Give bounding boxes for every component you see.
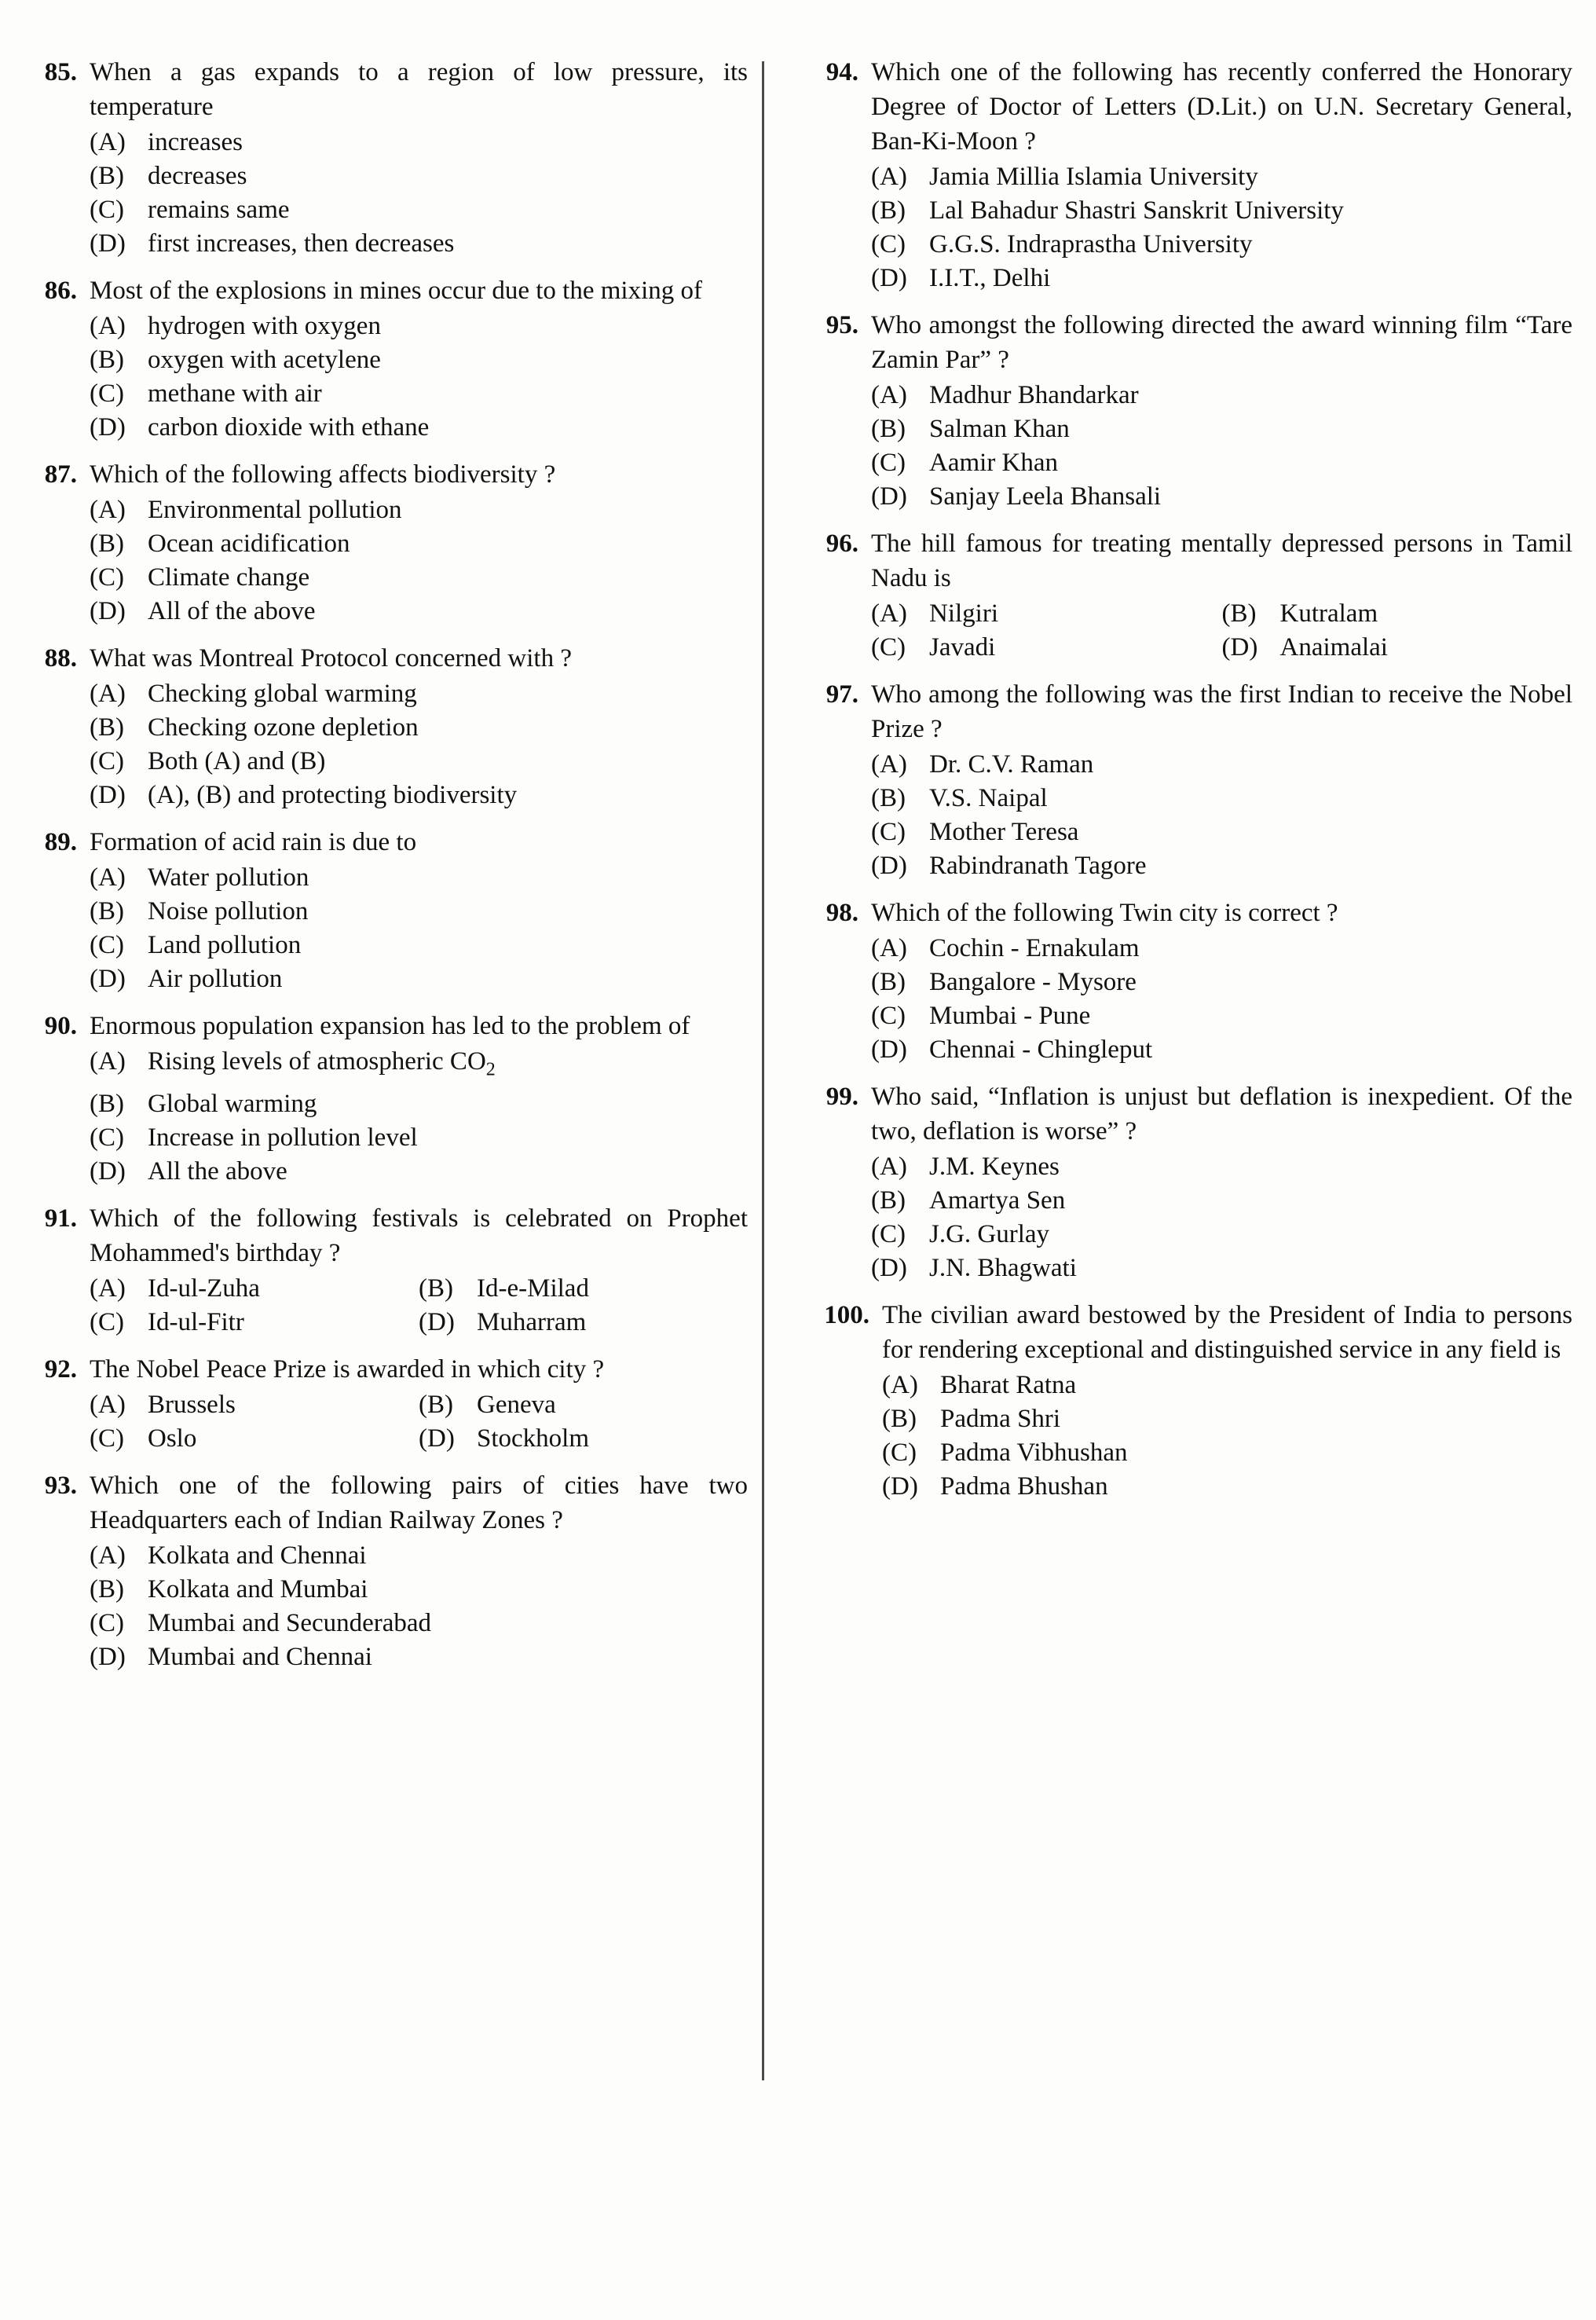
option-label: (A) [882, 1371, 918, 1399]
option-text: Increase in pollution level [148, 1123, 418, 1152]
option-row[interactable] [90, 527, 748, 561]
option-text: Mumbai - Pune [929, 1002, 1091, 1030]
question-stem: Most of the explosions in mines occur due to the mixing of [90, 277, 702, 305]
option-text: Muharram [477, 1307, 587, 1336]
question-stem: Who said, “Inflation is unjust but deflation is inexpedient. Of the two, deflation is worse” ? [871, 1083, 1572, 1145]
option-label: (A) [90, 1541, 126, 1570]
option-row[interactable] [90, 861, 748, 895]
option-text: Kolkata and Chennai [148, 1541, 367, 1570]
option-text: Bharat Ratna [940, 1371, 1077, 1399]
option-text: J.N. Bhagwati [929, 1254, 1077, 1282]
question-stem: Enormous population expansion has led to the problem of [90, 1012, 690, 1040]
option-row[interactable] [871, 748, 1572, 782]
option-text: Jamia Millia Islamia University [929, 163, 1258, 191]
option-list [871, 379, 1572, 514]
option-text: Cochin - Ernakulam [929, 934, 1140, 962]
option-text: Rising levels of atmospheric $CO_2$ [148, 1047, 496, 1080]
option-row[interactable] [882, 1369, 1572, 1402]
question-body [90, 1468, 748, 1674]
option-text: Padma Bhushan [940, 1472, 1108, 1501]
question-spacer [31, 1344, 748, 1352]
option-list [871, 748, 1572, 883]
option-label: (B) [419, 1274, 453, 1303]
option-text: Kolkata and Mumbai [148, 1574, 368, 1603]
option-text: decreases [148, 162, 247, 190]
option-row[interactable] [871, 815, 1572, 849]
subscript: 2 [485, 1059, 496, 1080]
option-label: (D) [871, 852, 907, 880]
question-number: 100. [824, 1301, 869, 1329]
question-number: 89. [44, 828, 77, 856]
option-label: (C) [90, 563, 124, 592]
question-body [90, 825, 748, 996]
option-list [871, 1150, 1572, 1285]
option-label: (D) [90, 965, 126, 993]
question-stem: Which of the following affects biodiversity ? [90, 460, 556, 489]
question-number: 92. [44, 1354, 77, 1384]
option-label: (B) [871, 1186, 906, 1215]
option-row[interactable] [90, 493, 748, 527]
option-row[interactable] [90, 411, 748, 445]
question-spacer [31, 633, 748, 641]
question-body [871, 55, 1572, 295]
question-stem: Who among the following was the first Indian to receive the Nobel Prize ? [871, 680, 1572, 743]
option-text: Aamir Khan [929, 449, 1059, 477]
option-text: Stockholm [477, 1424, 590, 1453]
option-text: Lal Bahadur Shastri Sanskrit University [929, 196, 1344, 225]
option-label: (D) [419, 1424, 455, 1453]
option-label: (B) [90, 713, 124, 742]
question-spacer [31, 1679, 748, 1687]
option-label: (A) [90, 128, 126, 156]
option-label: (A) [90, 1047, 126, 1076]
option-row[interactable] [871, 194, 1572, 228]
question-number: 86. [44, 277, 77, 305]
option-row[interactable] [90, 1607, 748, 1640]
question-spacer [813, 1072, 1572, 1079]
option-text: Climate change [148, 563, 310, 592]
option-row[interactable] [90, 779, 748, 812]
question-item [813, 896, 1572, 1067]
option-text: Anaimalai [1279, 633, 1388, 662]
question-spacer [813, 1508, 1572, 1516]
option-row[interactable] [90, 895, 748, 929]
option-row[interactable] [90, 1388, 419, 1422]
option-text: Amartya Sen [929, 1186, 1066, 1215]
question-number: 93. [44, 1471, 77, 1500]
question-item [31, 457, 748, 629]
option-row[interactable] [871, 1150, 1572, 1184]
option-label: (A) [90, 496, 126, 524]
question-body [90, 1201, 748, 1340]
option-text: Noise pollution [148, 897, 309, 925]
option-row[interactable] [90, 1539, 748, 1573]
option-label: (B) [90, 346, 124, 374]
option-label: (B) [871, 784, 906, 812]
option-label: (C) [90, 1424, 124, 1453]
option-label: (A) [871, 381, 907, 409]
option-text: Mother Teresa [929, 818, 1079, 846]
question-spacer [813, 300, 1572, 308]
option-row[interactable] [90, 677, 748, 711]
option-label: (D) [90, 597, 126, 625]
question-item [31, 1201, 748, 1340]
option-label: (B) [90, 897, 124, 925]
option-label: (C) [90, 196, 124, 224]
option-label: (A) [871, 934, 907, 962]
option-label: (A) [871, 750, 907, 779]
option-text: All of the above [148, 597, 316, 625]
question-spacer [813, 1290, 1572, 1298]
option-row[interactable] [871, 228, 1572, 262]
option-list [90, 1539, 748, 1674]
option-row[interactable] [871, 412, 1572, 446]
question-body [871, 1079, 1572, 1285]
option-text: G.G.S. Indraprastha University [929, 230, 1253, 258]
question-item [813, 55, 1572, 295]
option-text: Padma Shri [940, 1405, 1061, 1433]
option-text: remains same [148, 196, 290, 224]
question-body [871, 896, 1572, 1067]
option-row[interactable] [871, 1252, 1572, 1285]
option-label: (C) [90, 1608, 124, 1637]
option-text: Checking ozone depletion [148, 713, 419, 742]
option-row[interactable] [871, 1218, 1572, 1252]
question-number: 96. [825, 530, 858, 558]
option-text: Both (A) and (B) [148, 747, 326, 775]
question-column-left [0, 55, 762, 1687]
option-text: Ocean acidification [148, 530, 350, 558]
option-text: Global warming [148, 1089, 317, 1118]
option-row[interactable] [1222, 597, 1573, 631]
option-list [90, 493, 748, 629]
option-label: (C) [90, 1123, 124, 1152]
option-label: (C) [871, 449, 906, 477]
question-item [31, 55, 748, 261]
question-column-right [764, 55, 1596, 1516]
option-text: Environmental pollution [148, 496, 402, 524]
option-text: Id-e-Milad [477, 1274, 589, 1303]
option-label: (B) [419, 1390, 453, 1419]
option-row[interactable] [882, 1436, 1572, 1470]
option-row[interactable] [871, 262, 1572, 295]
option-text: Water pollution [148, 863, 309, 892]
option-text: Madhur Bhandarkar [929, 381, 1139, 409]
option-row[interactable] [90, 1087, 748, 1121]
option-label: (D) [90, 1642, 126, 1671]
question-item [31, 1009, 748, 1189]
option-text: Mumbai and Chennai [148, 1642, 372, 1671]
column-divider [762, 61, 764, 2080]
option-row[interactable] [90, 343, 748, 377]
question-item [813, 1298, 1572, 1504]
question-body [882, 1298, 1572, 1504]
option-text: Id-ul-Zuha [148, 1274, 260, 1303]
question-stem: What was Montreal Protocol concerned with ? [90, 644, 572, 673]
option-label: (D) [90, 1156, 126, 1186]
option-text: increases [148, 128, 243, 156]
question-body [871, 308, 1572, 514]
option-row[interactable] [871, 631, 1222, 665]
option-text: Chennai - Chingleput [929, 1035, 1153, 1064]
question-stem: The hill famous for treating mentally depressed persons in Tamil Nadu is [871, 530, 1572, 592]
question-stem: The Nobel Peace Prize is awarded in which city ? [90, 1354, 605, 1384]
option-text: Checking global warming [148, 680, 417, 708]
option-row[interactable] [90, 561, 748, 595]
option-label: (B) [871, 968, 906, 996]
option-row[interactable] [90, 1272, 419, 1306]
question-stem: Who amongst the following directed the award winning film “Tare Zamin Par” ? [871, 311, 1572, 374]
question-body [90, 641, 748, 812]
option-text: (A), (B) and protecting biodiversity [148, 781, 518, 809]
option-row[interactable] [871, 1033, 1572, 1067]
option-text: V.S. Naipal [929, 784, 1048, 812]
option-list [90, 1388, 748, 1456]
option-label: (A) [90, 1274, 126, 1303]
option-text: carbon dioxide with ethane [148, 413, 430, 442]
option-list [90, 1045, 748, 1189]
option-label: (C) [90, 931, 124, 959]
question-number: 87. [44, 460, 77, 489]
option-row[interactable] [871, 966, 1572, 999]
question-stem: Which of the following festivals is celebrated on Prophet Mohammed's birthday ? [90, 1204, 748, 1267]
question-stem: Which one of the following pairs of cities have two Headquarters each of Indian Railway Zones ? [90, 1471, 748, 1534]
question-body [871, 677, 1572, 883]
question-number: 99. [825, 1083, 858, 1111]
question-body [90, 1352, 748, 1456]
question-item [813, 677, 1572, 883]
option-label: (B) [90, 1089, 124, 1118]
option-label: (D) [871, 1035, 907, 1064]
question-spacer [31, 1001, 748, 1009]
question-stem: The civilian award bestowed by the President of India to persons for rendering exceptional and distinguished service in any field is [882, 1301, 1572, 1364]
question-stem: Which one of the following has recently conferred the Honorary Degree of Doctor of Letters (D.Lit.) on U.N. Secretary General, Ban-Ki-Moon ? [871, 58, 1572, 156]
option-row[interactable] [90, 1121, 748, 1155]
question-spacer [813, 519, 1572, 526]
option-label: (A) [90, 863, 126, 892]
option-label: (B) [871, 415, 906, 443]
question-spacer [813, 888, 1572, 896]
option-list [90, 677, 748, 812]
option-row[interactable] [90, 1422, 419, 1456]
option-label: (B) [882, 1405, 917, 1433]
option-text: J.M. Keynes [929, 1153, 1060, 1181]
option-label: (D) [882, 1472, 918, 1501]
option-row[interactable] [871, 480, 1572, 514]
option-list [871, 160, 1572, 295]
question-spacer [813, 669, 1572, 677]
option-text: Bangalore - Mysore [929, 968, 1137, 996]
option-list [90, 1272, 748, 1340]
option-row[interactable] [871, 1184, 1572, 1218]
question-item [31, 273, 748, 445]
option-list [90, 310, 748, 445]
option-row[interactable] [90, 227, 748, 261]
question-stem: Formation of acid rain is due to [90, 828, 417, 856]
option-label: (A) [871, 599, 907, 628]
option-text: Salman Khan [929, 415, 1070, 443]
question-item [813, 308, 1572, 514]
question-spacer [31, 449, 748, 457]
option-text: Rabindranath Tagore [929, 852, 1147, 880]
option-label: (D) [419, 1307, 455, 1336]
option-label: (C) [871, 230, 906, 258]
option-label: (D) [871, 482, 907, 511]
option-row[interactable] [871, 597, 1222, 631]
question-item [31, 825, 748, 996]
option-row[interactable] [419, 1388, 748, 1422]
option-label: (B) [1221, 599, 1257, 628]
option-text: first increases, then decreases [148, 229, 455, 258]
question-number: 95. [825, 311, 858, 339]
option-row[interactable] [90, 126, 748, 159]
option-row[interactable] [871, 999, 1572, 1033]
option-row[interactable] [419, 1272, 748, 1306]
option-label: (C) [882, 1439, 917, 1467]
question-stem: Which of the following Twin city is correct ? [871, 899, 1338, 927]
option-label: (C) [90, 747, 124, 775]
option-row[interactable] [90, 310, 748, 343]
option-label: (D) [90, 229, 126, 258]
option-text: Oslo [148, 1424, 197, 1453]
option-row[interactable] [90, 962, 748, 996]
option-label: (A) [871, 163, 907, 191]
question-number: 94. [825, 58, 858, 86]
option-label: (C) [871, 1220, 906, 1248]
option-text: Geneva [477, 1390, 556, 1419]
option-label: (B) [90, 530, 124, 558]
option-label: (A) [90, 680, 126, 708]
question-spacer [31, 266, 748, 273]
option-row[interactable] [90, 1640, 748, 1674]
option-label: (D) [90, 413, 126, 442]
option-row[interactable] [90, 377, 748, 411]
question-item [31, 1468, 748, 1674]
option-list [90, 126, 748, 261]
option-row[interactable] [871, 160, 1572, 194]
option-label: (C) [871, 633, 906, 662]
option-row[interactable] [871, 379, 1572, 412]
option-label: (B) [90, 162, 124, 190]
option-label: (B) [871, 196, 906, 225]
option-label: (D) [871, 264, 907, 292]
option-label: (D) [1221, 633, 1258, 662]
option-text: Brussels [148, 1390, 236, 1419]
option-text: J.G. Gurlay [929, 1220, 1050, 1248]
option-text: Sanjay Leela Bhansali [929, 482, 1162, 511]
option-label: (C) [90, 1307, 124, 1336]
question-item [813, 526, 1572, 665]
option-label: (C) [871, 818, 906, 846]
option-row[interactable] [90, 711, 748, 745]
option-label: (D) [90, 781, 126, 809]
option-row[interactable] [90, 745, 748, 779]
option-text: Mumbai and Secunderabad [148, 1608, 432, 1637]
option-row[interactable] [90, 1155, 748, 1189]
option-row[interactable] [871, 849, 1572, 883]
option-text: Javadi [929, 633, 996, 662]
option-text: Nilgiri [929, 599, 998, 628]
option-list [882, 1369, 1572, 1504]
question-number: 90. [44, 1012, 77, 1040]
option-row[interactable] [90, 1573, 748, 1607]
question-item [31, 641, 748, 812]
question-item [813, 1079, 1572, 1285]
option-row[interactable] [882, 1470, 1572, 1504]
option-label: (D) [871, 1254, 907, 1282]
question-number: 85. [44, 58, 77, 86]
option-row[interactable] [1222, 631, 1573, 665]
option-text: Land pollution [148, 931, 302, 959]
option-text: All the above [148, 1156, 287, 1186]
option-text: Air pollution [148, 965, 283, 993]
question-body [90, 1009, 748, 1189]
question-body [871, 526, 1572, 665]
option-text: Dr. C.V. Raman [929, 750, 1094, 779]
option-label: (C) [90, 379, 124, 408]
question-stem: When a gas expands to a region of low pressure, its temperature [90, 58, 748, 121]
option-label: (C) [871, 1002, 906, 1030]
option-row[interactable] [419, 1422, 748, 1456]
question-number: 91. [44, 1204, 77, 1233]
option-row[interactable] [871, 446, 1572, 480]
question-body [90, 457, 748, 629]
option-label: (B) [90, 1574, 124, 1603]
option-row[interactable] [419, 1306, 748, 1340]
option-text: methane with air [148, 379, 322, 408]
option-row[interactable] [90, 1306, 419, 1340]
option-label: (A) [90, 1390, 126, 1419]
two-column-layout [0, 55, 1596, 2080]
option-row[interactable] [871, 782, 1572, 815]
option-list [90, 861, 748, 996]
option-text: hydrogen with oxygen [148, 312, 381, 340]
question-body [90, 55, 748, 261]
question-number: 98. [825, 899, 858, 927]
question-spacer [31, 817, 748, 825]
option-row[interactable] [90, 193, 748, 227]
option-text: Id-ul-Fitr [148, 1307, 244, 1336]
question-body [90, 273, 748, 445]
option-text: oxygen with acetylene [148, 346, 381, 374]
question-spacer [31, 1461, 748, 1468]
option-text: I.I.T., Delhi [929, 264, 1051, 292]
option-list [871, 932, 1572, 1067]
option-row[interactable] [90, 1045, 748, 1087]
option-row[interactable] [90, 929, 748, 962]
option-label: (A) [871, 1153, 907, 1181]
question-item [31, 1352, 748, 1456]
option-text: Kutralam [1279, 599, 1378, 628]
question-number: 88. [44, 644, 77, 673]
option-list [871, 597, 1572, 665]
question-spacer [31, 1193, 748, 1201]
option-row[interactable] [882, 1402, 1572, 1436]
option-row[interactable] [90, 159, 748, 193]
option-row[interactable] [871, 932, 1572, 966]
option-text: Padma Vibhushan [940, 1439, 1128, 1467]
option-label: (A) [90, 312, 126, 340]
option-row[interactable] [90, 595, 748, 629]
question-number: 97. [825, 680, 858, 709]
